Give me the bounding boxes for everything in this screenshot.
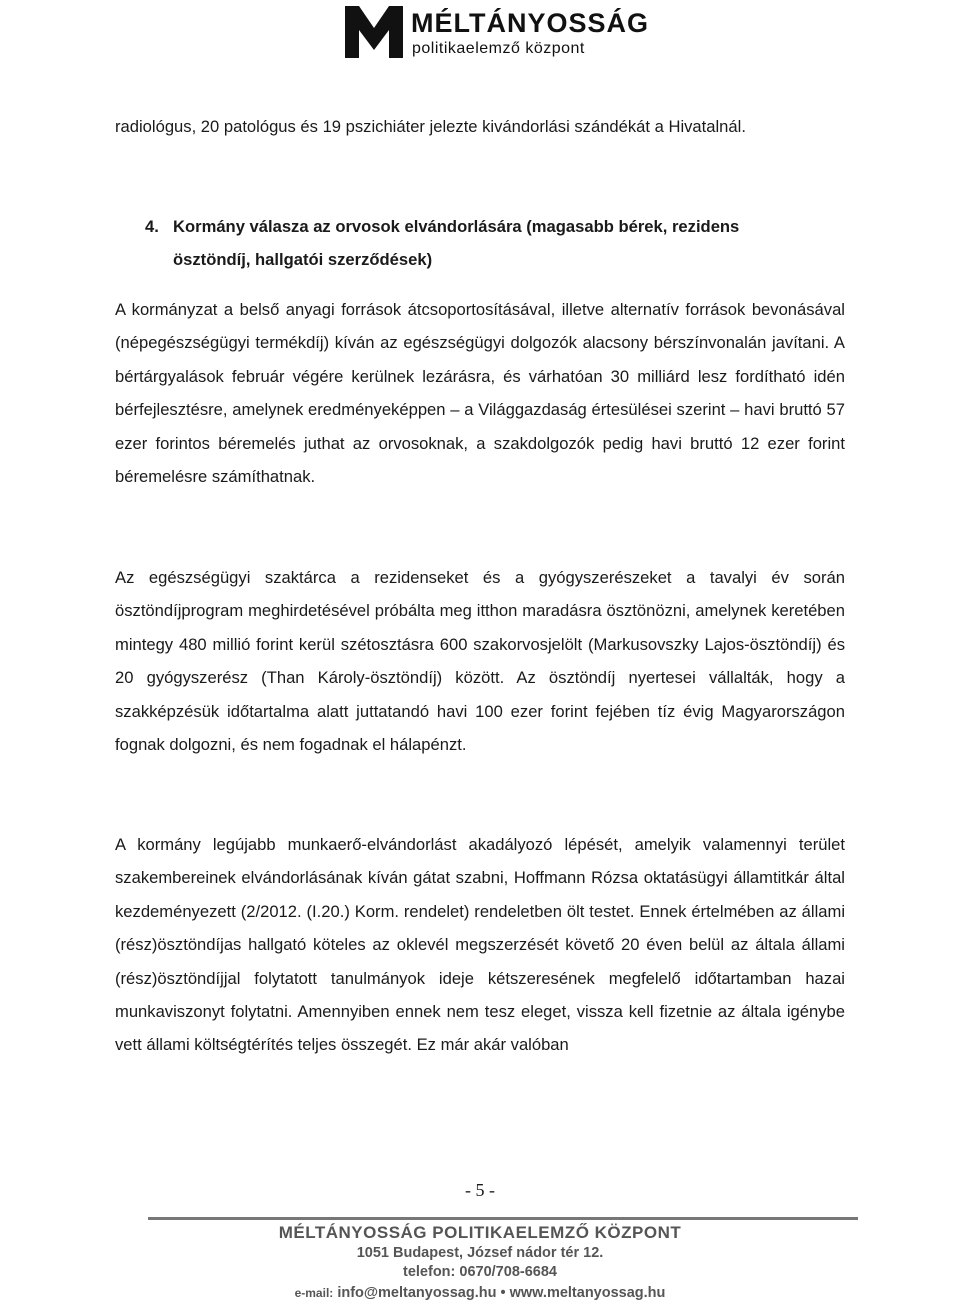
logo-mark-icon <box>345 6 403 58</box>
section-heading <box>145 210 845 277</box>
header-logo <box>345 4 650 62</box>
footer-organization: MÉLTÁNYOSSÁG POLITIKAELEMZŐ KÖZPONT <box>278 1223 682 1242</box>
footer-email-label: e-mail: <box>294 1286 334 1300</box>
section-number: 4. <box>145 217 159 236</box>
section-title-line-2: ösztöndíj, hallgatói szerződések) <box>173 250 433 270</box>
paragraph-1: radiológus, 20 patológus és 19 pszichiáter jelezte kivándorlási szándékát a Hivatalnál. <box>115 117 746 136</box>
footer-phone: telefon: 0670/708-6684 <box>403 1264 557 1280</box>
footer <box>0 1222 960 1304</box>
footer-address: 1051 Budapest, József nádor tér 12. <box>356 1245 604 1261</box>
section-title-line-1: Kormány válasza az orvosok elvándorlására (magasabb bérek, rezidens <box>173 217 740 236</box>
footer-contact <box>0 1282 960 1304</box>
logo-subtitle: politikaelemző központ <box>412 40 585 57</box>
paragraph-4: A kormány legújabb munkaerő-elvándorlást akadályozó lépését, amelyik valamennyi terület szakembereinek elvándorlásának kíván gátat szabni, Hoffmann Rózsa oktatásügyi államtitkár által kezdeményezett (2/2012. (I.20.) Korm. rendelet) rendeletben ölt testet. Ennek értelmében az állami (rész)ösztöndíjas hallgató köteles az oklevél megszerzését követő 20 éven belül az általa állami (rész)ösztöndíjjal folytatott tanulmányok ideje kétszeresének megfelelő időtartamban hazai munkaviszonyt folytatni. Amennyiben ennek nem tesz eleget, vissza kell fizetnie az általa igénybe vett állami költségtérítés teljes összegét. Ez már akár valóban <box>115 835 845 1055</box>
footer-email-link[interactable]: info@meltanyossag.hu <box>337 1285 497 1301</box>
paragraph-2: A kormányzat a belső anyagi források átcsoportosításával, illetve alternatív források bevonásával (népegészségügyi termékdíj) kíván az egészségügyi dolgozók alacsony bérszínvonalán javítani. A bértárgyalások február végére kerülnek lezárásra, és várhatóan 30 milliárd lesz fordítható idén bérfejlesztésre, amelynek eredményeképpen – a Világgazdaság értesülései szerint – havi bruttó 57 ezer forintos béremelés juthat az orvosoknak, a szakdolgozók pedig havi bruttó 12 ezer forint béremelésre számíthatnak. <box>115 300 845 487</box>
logo-name: MÉLTÁNYOSSÁG <box>411 8 650 38</box>
footer-website-link[interactable]: www.meltanyossag.hu <box>509 1285 666 1301</box>
page-number: - 5 - <box>465 1180 495 1200</box>
footer-separator: • <box>500 1285 506 1301</box>
paragraph-3: Az egészségügyi szaktárca a rezidenseket és a gyógyszerészeket a tavalyi év során ösztöndíjprogram meghirdetésével próbálta meg itthon maradásra ösztönözni, amelynek keretében mintegy 480 millió forint kerül szétosztásra 600 szakorvosjelölt (Markusovszky Lajos-ösztöndíj) és 20 gyógyszerész (Than Károly-ösztöndíj) között. Az ösztöndíj nyertesei vállalták, hogy a szakképzésük időtartalma alatt juttatandó havi 100 ezer forint fejében tíz évig Magyarországon fognak dolgozni, és nem fogadnak el hálapénzt. <box>115 568 845 755</box>
